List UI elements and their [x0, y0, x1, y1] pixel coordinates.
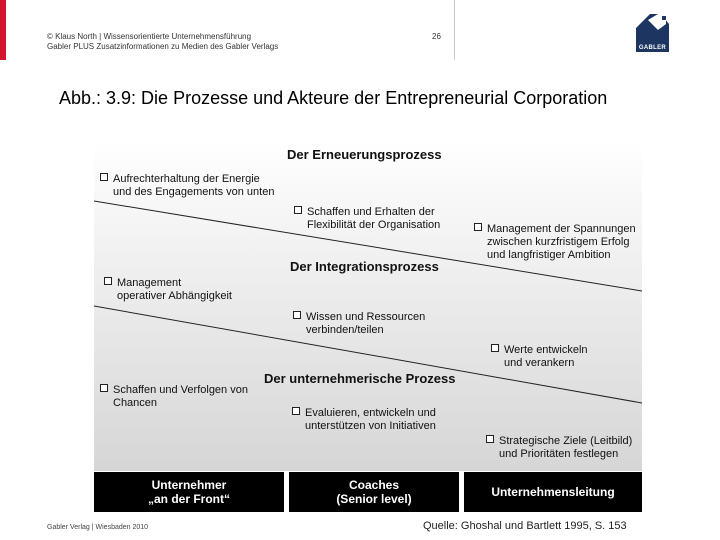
item-opportunities: Schaffen und Verfolgen von Chancen — [100, 384, 248, 410]
item-values: Werte entwickeln und verankern — [491, 344, 588, 370]
heading-entrepreneurial: Der unternehmerische Prozess — [264, 371, 456, 386]
item-knowledge: Wissen und Ressourcen verbinden/teilen — [293, 311, 425, 337]
role-coaches: Coaches (Senior level) — [289, 472, 459, 512]
footer-source: Quelle: Ghoshal und Bartlett 1995, S. 153 — [423, 520, 627, 532]
item-flexibility: Schaffen und Erhalten der Flexibilität der Organisation — [294, 206, 440, 232]
header — [0, 0, 720, 60]
logo-label: GABLER — [636, 44, 669, 52]
checkbox-icon — [100, 173, 108, 181]
checkbox-icon — [104, 277, 112, 285]
checkbox-icon — [293, 311, 301, 319]
role-frontline: Unternehmer „an der Front“ — [94, 472, 284, 512]
heading-renewal: Der Erneuerungsprozess — [287, 147, 442, 162]
header-subtitle: Gabler PLUS Zusatzinformationen zu Medien des Gabler Verlags — [47, 42, 279, 51]
process-diagram — [94, 141, 642, 471]
heading-integration: Der Integrationsprozess — [290, 259, 439, 274]
header-copyright: © Klaus North | Wissensorientierte Unternehmensführung — [47, 32, 252, 41]
checkbox-icon — [474, 223, 482, 231]
item-initiatives: Evaluieren, entwickeln und unterstützen von Initiativen — [292, 407, 436, 433]
header-panel — [6, 0, 455, 60]
role-leadership: Unternehmensleitung — [464, 472, 642, 512]
footer-publisher: Gabler Verlag | Wiesbaden 2010 — [47, 524, 149, 531]
page-number: 26 — [432, 32, 441, 41]
item-goals: Strategische Ziele (Leitbild) und Prioritäten festlegen — [486, 435, 632, 461]
checkbox-icon — [491, 344, 499, 352]
checkbox-icon — [294, 206, 302, 214]
item-manage-tension: Management der Spannungen zwischen kurzfristigem Erfolg und langfristiger Ambition — [474, 223, 636, 262]
item-operational: Management operativer Abhängigkeit — [104, 277, 232, 303]
figure-title: Abb.: 3.9: Die Prozesse und Akteure der Entrepreneurial Corporation — [59, 88, 608, 108]
checkbox-icon — [292, 407, 300, 415]
item-maintain-energy: Aufrechterhaltung der Energie und des Engagements von unten — [100, 173, 274, 199]
checkbox-icon — [100, 384, 108, 392]
checkbox-icon — [486, 435, 494, 443]
